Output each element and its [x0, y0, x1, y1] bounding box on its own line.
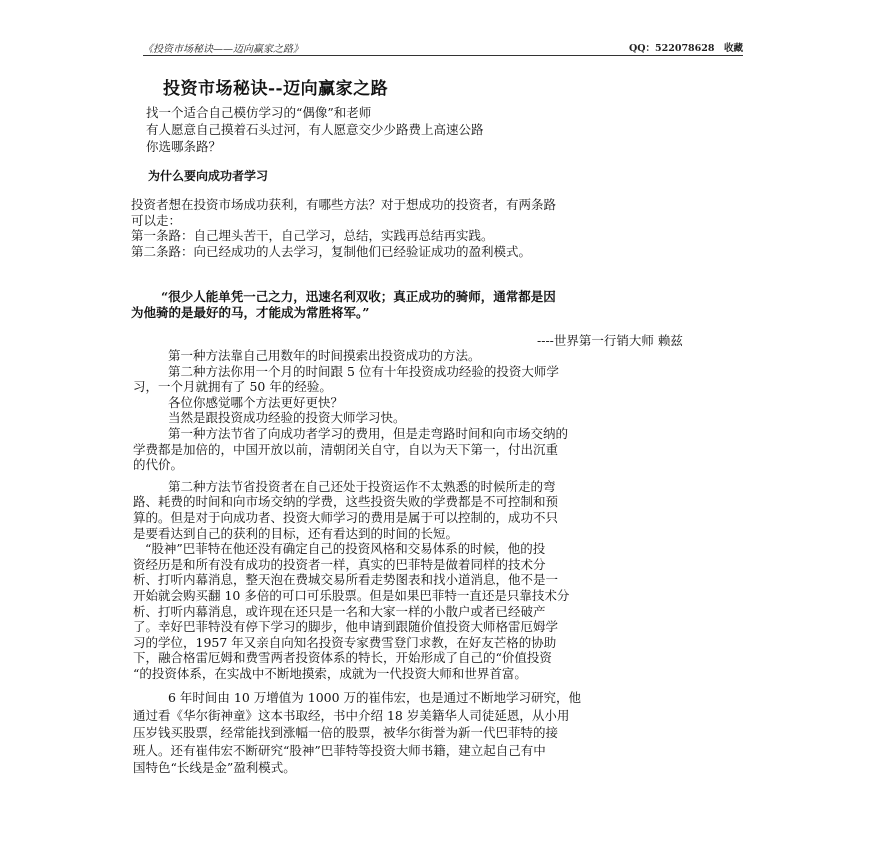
section-heading: 为什么要向成功者学习: [148, 169, 269, 183]
header-contact: QQ：522078628 收藏: [628, 43, 743, 54]
body-line: 路、耗费的时间和向市场交纳的学费，这些投资失败的学费都是不可控制和预: [133, 494, 559, 510]
body-line: 的代价。: [133, 457, 184, 473]
body2-line: 班人。还有崔伟宏不断研究“股神”巴菲特等投资大师书籍，建立起自己有中: [133, 742, 546, 758]
quote-line: “很少人能单凭一己之力，迅速名利双收；真正成功的骑师，通常都是因: [161, 289, 556, 304]
body-line: 第二种方法节省投资者在自己还处于投资运作不太熟悉的时候所走的弯: [168, 478, 556, 494]
body2-line: 压岁钱买股票，经常能找到涨幅一倍的股票，被华尔街誉为新一代巴菲特的接: [133, 725, 559, 741]
intro-line: 第一条路：自己埋头苦干，自己学习，总结，实践再总结再实践。: [131, 228, 494, 243]
body-line: 学费都是加倍的，中国开放以前，清朝闭关自守，自以为天下第一，付出沉重: [133, 441, 559, 457]
body-line: 各位你感觉哪个方法更好更快？: [168, 394, 344, 410]
quote-line: 为他骑的是最好的马，才能成为常胜将军。”: [131, 305, 370, 320]
body-line: 第二种方法你用一个月的时间跟 5 位有十年投资成功经验的投资大师学: [168, 363, 559, 379]
body-line: 算的。但是对于向成功者、投资大师学习的费用是属于可以控制的，成功不只: [133, 509, 559, 525]
body-line: 析、打听内幕消息，整天泡在费城交易所看走势图表和找小道消息，他不是一: [133, 572, 559, 588]
body-paragraphs: [133, 348, 738, 681]
header-rule: [143, 55, 743, 56]
quote-block: [131, 289, 736, 321]
body-line: 开始就会购买翻 10 多倍的可口可乐股票。但是如果巴菲特一直还是只靠技术分: [133, 587, 570, 603]
intro-line: 投资者想在投资市场成功获利，有哪些方法？对于想成功的投资者，有两条路: [131, 197, 557, 212]
body-line: 下，融合格雷厄姆和费雪两者投资体系的特长，开始形成了自己的“价值投资: [133, 650, 552, 666]
intro-line: 可以走：: [131, 212, 182, 228]
page-title: 投资市场秘诀--迈向赢家之路: [163, 79, 389, 99]
subtitle-block: [146, 104, 484, 155]
subtitle-line: 找一个适合自己模仿学习的“偶像”和老师: [146, 105, 372, 120]
body-line: 当然是跟投资成功经验的投资大师学习快。: [168, 410, 406, 426]
body-line: 资经历是和所有没有成功的投资者一样，真实的巴菲特是做着同样的技术分: [133, 556, 546, 572]
body-line: “股神”巴菲特在他还没有确定自己的投资风格和交易体系的时候，他的投: [145, 541, 546, 557]
body-line: 了。幸好巴菲特没有停下学习的脚步，他申请到跟随价值投资大师格雷厄姆学: [133, 619, 559, 635]
quote-attribution: ----世界第一行销大师 赖兹: [537, 333, 683, 348]
header-book-title: 《投资市场秘诀——迈向赢家之路》: [143, 44, 303, 55]
body-line: “的投资体系，在实战中不断地摸索，成就为一代投资大师和世界首富。: [133, 665, 527, 681]
body-paragraph-cui: [133, 689, 738, 777]
subtitle-line: 有人愿意自己摸着石头过河，有人愿意交少少路费上高速公路: [146, 122, 484, 137]
intro-paragraph: [131, 197, 736, 259]
body2-line: 通过看《华尔街神童》这本书取经，书中介绍 18 岁美籍华人司徒延恩，从小用: [133, 707, 570, 723]
body-line: 第一种方法节省了向成功者学习的费用，但是走弯路时间和向市场交纳的: [168, 425, 569, 441]
intro-line: 第二条路：向已经成功的人去学习，复制他们已经验证成功的盈利模式。: [131, 243, 532, 259]
body2-line: 国特色“长线是金”盈利模式。: [133, 760, 296, 776]
body-line: 第一种方法靠自己用数年的时间摸索出投资成功的方法。: [168, 348, 481, 363]
body-line: 习，一个月就拥有了 50 年的经验。: [133, 379, 332, 395]
body-line: 析、打听内幕消息，或许现在还只是一名和大家一样的小散户或者已经破产: [133, 603, 546, 619]
body2-line: 6 年时间由 10 万增值为 1000 万的崔伟宏，也是通过不断地学习研究，他: [168, 690, 582, 705]
subtitle-line: 你选哪条路？: [146, 139, 222, 154]
body-line: 是要看达到自己的获利的目标，还有看达到的时间的长短。: [133, 525, 459, 541]
body-line: 习的学位，1957 年又亲自向知名投资专家费雪登门求教，在好友芒格的协助: [133, 634, 557, 650]
